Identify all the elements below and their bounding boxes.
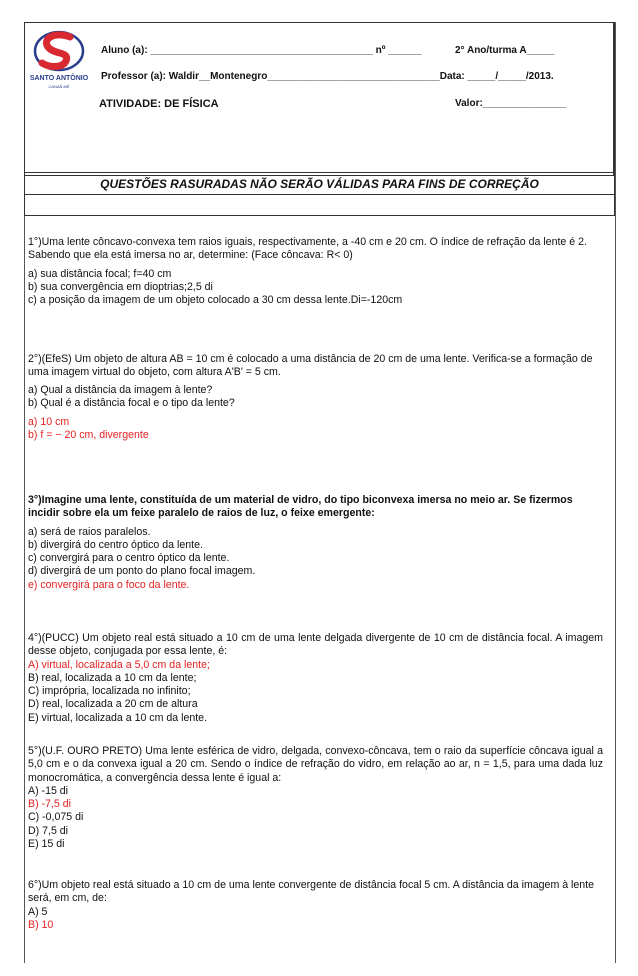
question-4-item-b: B) real, localizada a 10 cm da lente; [28,671,197,684]
question-5 [28,745,603,851]
question-2-answer-b: b) f = − 20 cm, divergente [28,429,149,442]
question-4-item-e: E) virtual, localizada a 10 cm da lente. [28,711,208,724]
question-2-text: 2°)(EfeS) Um objeto de altura AB = 10 cm é colocado a uma distância de 20 cm de uma lente. Verifica-se a formação de uma imagem virtual do objeto, com altura A'B' = 5 cm. [28,353,593,379]
question-2-item-a: a) Qual a distância da imagem à lente? [28,383,213,396]
question-5-item-a: A) -15 di [28,784,69,797]
question-5-item-c: C) -0,075 di [28,811,84,824]
warning-banner [24,172,615,195]
logo-subtitle: CANAÃ-MÊ [48,84,70,89]
logo-name: SANTO ANTÔNIO [30,75,88,82]
question-5-item-e: E) 15 di [28,838,65,851]
question-3 [28,494,603,592]
question-5-item-d: D) 7,5 di [28,824,69,837]
banner-text: QUESTÕES RASURADAS NÃO SERÃO VÁLIDAS PARA FINS DE CORREÇÃO [100,177,539,191]
question-3-text: 3°)Imagine uma lente, constituída de um material de vidro, do tipo biconvexa imersa no meio ar. Se fizermos incidir sobre ela um feixe paralelo de raios de luz, o feixe emergente: [28,494,573,520]
question-4-text: 4°)(PUCC) Um objeto real está situado a 10 cm de uma lente delgada divergente de 10 cm de distância focal. A imagem desse objeto, conjugada por essa lente, é: [28,632,603,658]
atividade-line: ATIVIDADE: DE FÍSICA [99,98,219,110]
question-3-item-a: a) será de raios paralelos. [28,525,151,538]
question-6-item-a: A) 5 [28,905,48,918]
header-box [24,22,615,176]
ano-turma-line: 2° Ano/turma A_____ [455,45,555,56]
empty-band [24,194,615,216]
question-1-item-b: b) sua convergência em dioptrias;2,5 di [28,280,213,293]
question-2-item-b: b) Qual é a distância focal e o tipo da lente? [28,396,235,409]
question-4 [28,632,603,725]
question-6-answer: B) 10 [28,918,54,931]
question-1-text: 1°)Uma lente côncavo-convexa tem raios iguais, respectivamente, a -40 cm e 20 cm. O índice de refração da lente é 2. Sabendo que ela está imersa no ar, determine: (Face côncava: R< 0) [28,236,587,262]
valor-line: Valor:_______________ [455,98,567,109]
question-2 [28,353,603,443]
question-5-text: 5°)(U.F. OURO PRETO) Uma lente esférica de vidro, delgada, convexo-côncava, tem o raio da superfície côncava igual a 5,0 cm e o da convexa igual a 20 cm. Sendo o índice de refração do vidro, em relação ao ar, n = 1,5, para uma dada luz monocromática, a convergência dessa lente é igual a: [28,745,603,784]
question-4-answer: A) virtual, localizada a 5,0 cm da lente; [28,658,210,671]
question-2-answer-a: a) 10 cm [28,416,70,429]
aluno-line: Aluno (a): ________________________________________ nº ______ [101,45,422,56]
question-3-item-c: c) convergirá para o centro óptico da lente. [28,552,230,565]
professor-line: Professor (a): Waldir__Montenegro_______________________________Data: _____/_____/2013. [101,71,554,82]
question-6-text: 6°)Um objeto real está situado a 10 cm de uma lente convergente de distância focal 5 cm. A distância da imagem à lente será, em cm, de: [28,879,595,905]
question-4-item-c: C) imprópria, localizada no infinito; [28,685,191,698]
question-3-item-b: b) divergirá do centro óptico da lente. [28,538,203,551]
question-3-item-d: d) divergirá de um ponto do plano focal imagem. [28,565,256,578]
school-logo [30,29,88,91]
question-4-item-d: D) real, localizada a 20 cm de altura [28,698,198,711]
question-1-item-c: c) a posição da imagem de um objeto colocado a 30 cm dessa lente.Di=-120cm [28,294,403,307]
question-1-item-a: a) sua distância focal; f=40 cm [28,267,172,280]
question-5-answer: B) -7,5 di [28,798,71,811]
question-6 [28,879,603,932]
question-3-answer: e) convergirá para o foco da lente. [28,578,190,591]
question-1 [28,236,603,307]
